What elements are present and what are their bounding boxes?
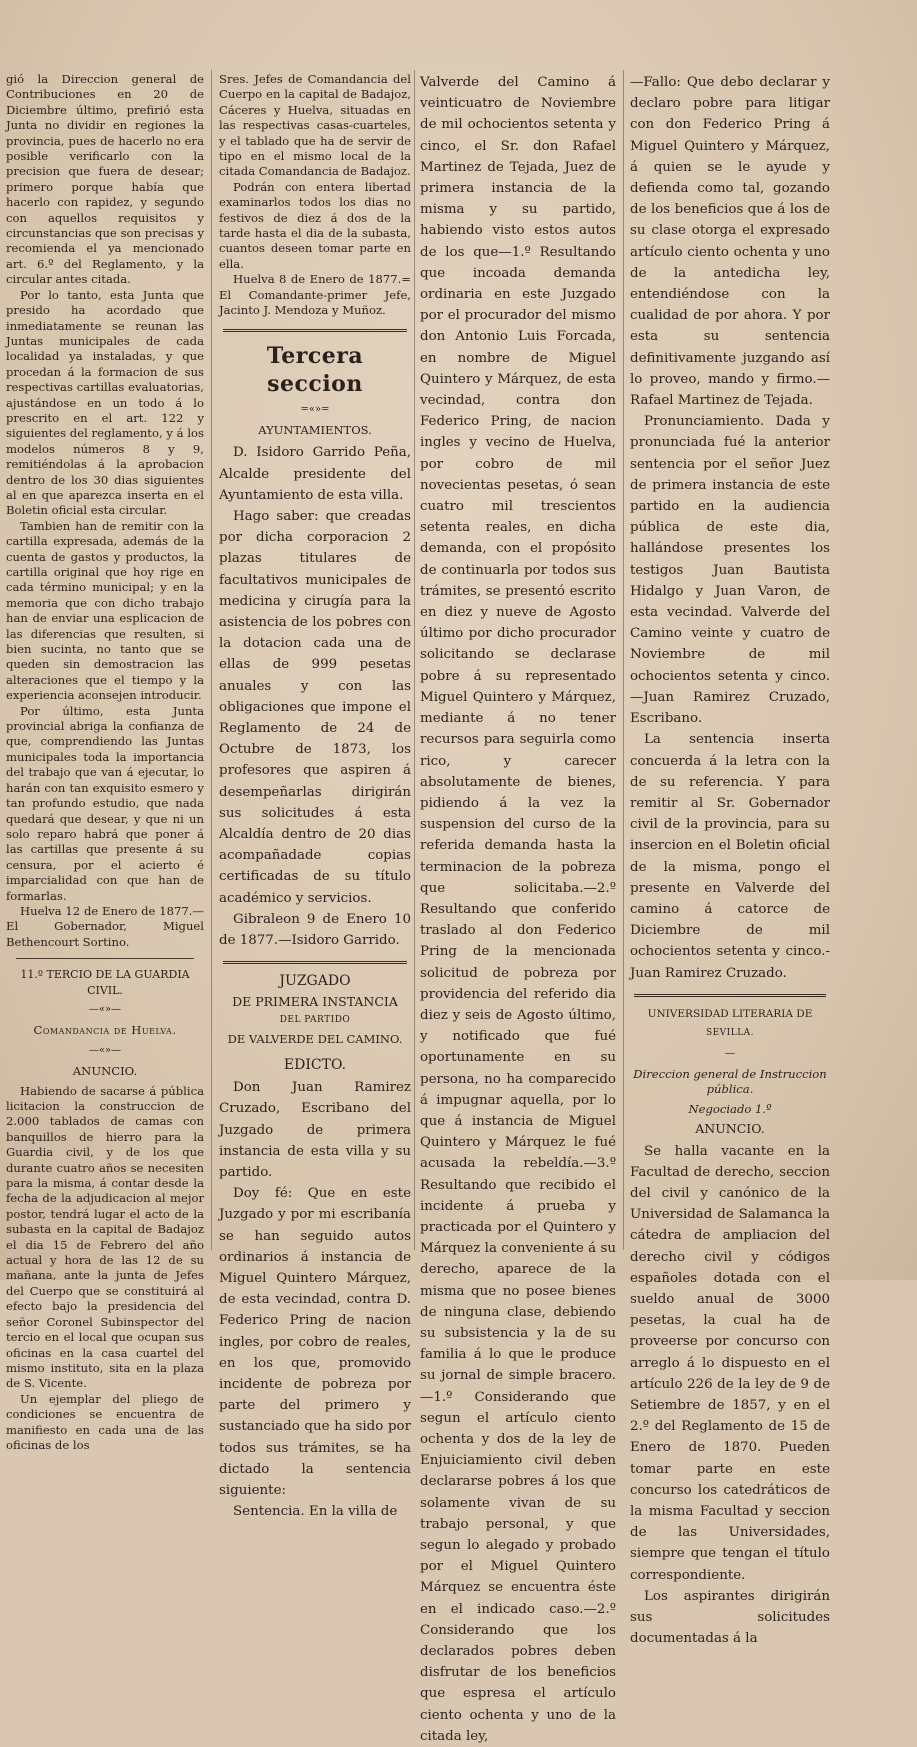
paragraph: Podrán con entera libertad examinarlos todos los dias no festivos de diez á dos de la tarde hasta el dia de la subasta, cuantos deseen tomar parte en ella. — [219, 179, 411, 271]
paragraph: Se halla vacante en la Facultad de derecho, seccion del civil y canónico de la Universidad de Salamanca la cátedra de ampliacion del derecho civil y códigos españoles dotada con el sueldo anual de 3000 pesetas, la cual ha de proveerse por concurso con arreglo á lo dispuesto en el artículo 226 de la ley de 9 de Setiembre de 1857, y en el 2.º del Reglamento de 15 de Enero de 1870. Pueden tomar parte en este concurso los catedráticos de la misma Facultad y seccion de las Universidades, siempre que tengan el título correspondiente. — [630, 1143, 830, 1583]
column-rule — [623, 70, 624, 1250]
paragraph: La sentencia inserta concuerda á la letra con la de su referencia. Y para remitir al Sr. Gobernador civil de la provincia, para su insercion en el Boletin oficial de la misma, pongo el presente en Valverde del camino á catorce de Diciembre de mil ochocientos setenta y cinco.-Juan Ramirez Cruzado. — [630, 732, 830, 981]
signature: Gibraleon 9 de Enero 10 de 1877.—Isidoro Garrido. — [219, 911, 411, 948]
paragraph: Los aspirantes dirigirán sus solicitudes documentadas á la — [630, 1588, 830, 1647]
heading-valverde: DE VALVERDE DEL CAMINO. — [227, 1032, 403, 1047]
column-4 — [630, 72, 830, 1647]
paragraph: Tambien han de remitir con la cartilla expresada, además de la cuenta de gastos y productos, la cartilla original que hoy rige en cada término municipal; y en la memoria que con dicho trabajo han de enviar una esplicacion de las diferencias que resulten, si bien sucinta, no tanto que se queden sin demostracion las alteraciones que el tiempo y la experiencia aconsejen introducir. — [6, 518, 204, 703]
column-rule — [211, 70, 212, 1250]
section-title: Tercera seccion — [266, 342, 364, 397]
paragraph: Por lo tanto, esta Junta que presido ha acordado que inmediatamente se reunan las Juntas municipales de cada localidad ya instaladas, y que procedan á la formacion de sus respectivas cartillas evaluatorias, ajustándose en un todo á lo prescrito en el art. 122 y siguientes del reglamento, y á los modelos números 8 y 9, remitiéndolas á la aprobacion dentro de los 30 dias siguientes al en que aparezca inserta en el Boletin oficial esta circular. — [6, 287, 204, 518]
paragraph: Habiendo de sacarse á pública licitacion la construccion de 2.000 tablados de camas con banquillos de hierro para la Guardia civil, y de los que durante cuatro años se necesiten para la misma, á contar desde la fecha de la adjudicacion al mejor postor, tendrá lugar el acto de la subasta en la capital de Badajoz el dia 15 de Febrero del año actual y hora de las 12 de su mañana, ante la junta de Jefes del Cuerpo que se constituirá al efecto bajo la presidencia del señor Coronel Subinspector del tercio en el local que ocupan sus oficinas en la casa cuartel del mismo instituto, sita en la plaza de S. Vicente. — [6, 1083, 204, 1391]
paragraph: Sentencia. En la villa de — [233, 1504, 398, 1520]
heading-direccion: Direccion general de Instruccion pública. — [633, 1066, 827, 1097]
paragraph: Pronunciamiento. Dada y pronunciada fué la anterior sentencia por el señor Juez de primera instancia de este partido en la audiencia pública de este dia, hallándose presentes los testigos Juan Bautista Hidalgo y Juan Varon, de esta vecindad. Valverde del Camino veinte y cuatro de Noviembre de mil ochocientos setenta y cinco.—Juan Ramirez Cruzado, Escribano. — [630, 414, 830, 727]
column-3 — [420, 72, 616, 1744]
paragraph: Un ejemplar del pliego de condiciones se encuentra de manifiesto en cada una de las oficinas de los — [6, 1391, 204, 1452]
ornament: — — [725, 1047, 735, 1059]
paragraph: Hago saber: que creadas por dicha corporacion 2 plazas titulares de facultativos municipales de medicina y cirugía para la asistencia de los pobres con la dotacion cada una de ellas de 999 pesetas anuales y con las obligaciones que impone el Reglamento de 24 de Octubre de 1873, los profesores que aspiren á desempeñarlas dirigirán sus solicitudes á esta Alcaldía dentro de 20 dias acompañadade copias certificadas de su título académico y servicios. — [219, 508, 411, 906]
heading-primera-instancia: DE PRIMERA INSTANCIA — [232, 993, 398, 1009]
heading-comandancia: Comandancia de Huelva. — [33, 1023, 177, 1038]
heading-edicto: EDICTO. — [283, 1056, 347, 1073]
ornament: =«»= — [300, 403, 330, 415]
divider — [223, 329, 407, 332]
column-1 — [6, 72, 204, 1452]
signature: Huelva 12 de Enero de 1877.— El Gobernador, Miguel Bethencourt Sortino. — [6, 903, 204, 949]
divider — [223, 961, 407, 964]
column-rule — [414, 70, 415, 1250]
ornament: —«»— — [88, 1044, 122, 1056]
signature: Huelva 8 de Enero de 1877.= El Comandante-primer Jefe, Jacinto J. Mendoza y Muñoz. — [219, 272, 411, 318]
divider — [634, 994, 826, 997]
paragraph: Doy fé: Que en este Juzgado y por mi escribanía se han seguido autos ordinarios á instancia de Miguel Quintero Márquez, de esta vecindad, contra D. Federico Pring de nacion ingles, por cobro de reales, en los que, promovido incidente de pobreza por parte del primero y sustanciado que ha sido por todos sus trámites, se ha dictado la sentencia siguiente: — [219, 1186, 411, 1499]
divider — [16, 958, 194, 959]
heading-guardia-civil: 11.º TERCIO DE LA GUARDIA CIVIL. — [20, 968, 190, 997]
paragraph: Por último, esta Junta provincial abriga la confianza de que, comprendiendo las Juntas municipales toda la importancia del trabajo que van á ejecutar, lo harán con tan exquisito esmero y tan profundo estudio, que nada quedará que desear, y que ni un solo reparo habrá que poner á las cartillas que presente á su censura, por el acierto é imparcialidad con que han de formarlas. — [6, 703, 204, 903]
heading-universidad: UNIVERSIDAD LITERARIA DE — [647, 1007, 813, 1020]
heading-anuncio: ANUNCIO. — [72, 1064, 138, 1079]
paragraph: Don Juan Ramirez Cruzado, Escribano del Juzgado de primera instancia de esta villa y su partido. — [219, 1080, 411, 1181]
heading-anuncio: ANUNCIO. — [695, 1121, 765, 1137]
paragraph: gió la Direccion general de Contribuciones en 20 de Diciembre último, prefirió esta Junta no dividir en regiones la provincia, pues de hacerlo no era posible verificarlo con la precision que fuera de desear; primero porque había que hacerlo con rapidez, y segundo con aquellos requisitos y circunstancias que son precisas y recomienda el ya mencionado art. 6.º del Reglamento, y la circular antes citada. — [6, 72, 204, 287]
heading-sevilla: SEVILLA. — [705, 1028, 755, 1039]
paragraph: Valverde del Camino á veinticuatro de Noviembre de mil ochocientos setenta y cinco, el Sr. don Rafael Martinez de Tejada, Juez de primera instancia de la misma y su partido, habiendo visto estos autos de los que—1.º Resultando que incoada demanda ordinaria en este Juzgado por el procurador del mismo don Antonio Luis Forcada, en nombre de Miguel Quintero y Márquez, de esta vecindad, contra don Federico Pring, de nacion ingles y vecino de Huelva, por cobro de mil novecientas pesetas, ó sean cuatro mil trescientos setenta reales, en dicha demanda, con el propósito de continuarla por todos sus trámites, se presentó escrito en diez y nueve de Agosto último por dicho procurador solicitando se declarase pobre á su representado Miguel Quintero y Márquez, mediante á no tener recursos para seguirla como rico, y carecer absolutamente de bienes, pidiendo á la vez la suspension del curso de la referida demanda hasta la terminacion de la pobreza que solicitaba.—2.º Resultando que conferido traslado al don Federico Pring de la mencionada solicitud de pobreza por providencia del referido dia diez y seis de Agosto último, y notificado que fué oportunamente en su persona, no ha comparecido á impugnar aquella, por lo que á instancia de Miguel Quintero y Márquez le fué acusada la rebeldía.—3.º Resultando que recibido el incidente á prueba y practicada por el Quintero y Márquez la conveniente á su derecho, aparece de la misma que no posee bienes de ninguna clase, debiendo su subsistencia y la de su familia á lo que le produce su jornal de simple bracero.—1.º Considerando que segun el artículo ciento ochenta y dos de la ley de Enjuiciamiento civil deben declararse pobres á los que solamente vivan de su trabajo personal, y que segun lo alegado y probado por el Miguel Quintero Márquez se encuentra éste en el indicado caso.—2.º Considerando que los declarados pobres deben disfrutar de los beneficios que espresa el artículo ciento ochenta y uno de la citada ley, — [420, 75, 616, 1744]
paragraph: D. Isidoro Garrido Peña, Alcalde presidente del Ayuntamiento de esta villa. — [219, 445, 411, 503]
column-2 — [219, 72, 411, 1520]
paragraph: Sres. Jefes de Comandancia del Cuerpo en la capital de Badajoz, Cáceres y Huelva, situadas en las respectivas casas-cuarteles, y el tablado que ha de servir de tipo en el mismo local de la citada Comandancia de Badajoz. — [219, 72, 411, 179]
heading-ayuntamientos: AYUNTAMIENTOS. — [258, 422, 372, 437]
heading-del-partido: DEL PARTIDO — [279, 1015, 351, 1025]
paragraph: —Fallo: Que debo declarar y declaro pobre para litigar con don Federico Pring á Miguel Quintero y Márquez, á quien se le ayude y defienda como tal, gozando de los beneficios que á los de su clase otorga el expresado artículo ciento ochenta y uno de la antedicha ley, entendiéndose con la cualidad de por ahora. Y por esta su sentencia definitivamente juzgando así lo proveo, mando y firmo.—Rafael Martinez de Tejada. — [630, 75, 830, 409]
heading-negociado: Negociado 1.º — [688, 1101, 772, 1116]
ornament: —«»— — [88, 1003, 122, 1015]
heading-juzgado: JUZGADO — [279, 973, 351, 990]
